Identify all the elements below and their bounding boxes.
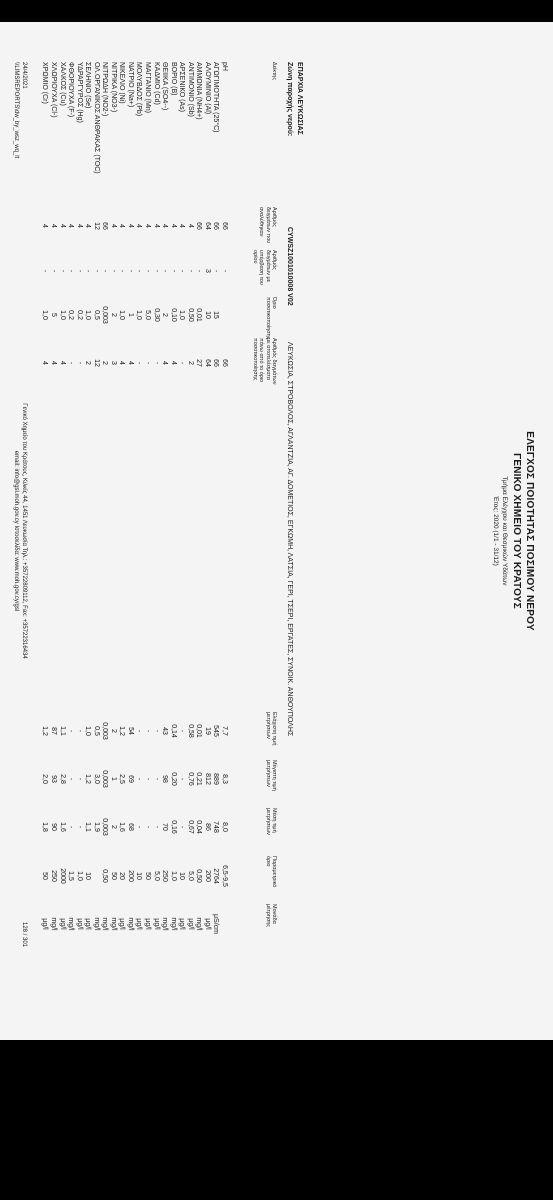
- cell-unit: μg/l: [58, 918, 66, 930]
- cell-samples: 4: [186, 224, 194, 228]
- cell-unit: mg/l: [126, 917, 134, 931]
- cell-unit: μg/l: [186, 918, 194, 930]
- cell-exceed: -: [221, 269, 228, 273]
- cell-min: 0,003: [101, 722, 109, 740]
- rotated-document: [0, 22, 553, 1040]
- cell-above: 4: [50, 361, 57, 365]
- cell-min: 1,2: [118, 726, 126, 736]
- cell-unit: mg/l: [92, 917, 100, 931]
- cell-limit: 50: [144, 872, 152, 880]
- cell-unit: μg/l: [152, 918, 160, 930]
- cell-max: 0,21: [195, 772, 203, 786]
- cell-above: 4: [126, 361, 134, 365]
- parameter-name: ΑΓΩΓΙΜΟΤΗΤΑ (25°C): [212, 62, 220, 133]
- document-title-lab: ΓΕΝΙΚΟ ΧΗΜΕΙΟ ΤΟΥ ΚΡΑΤΟΥΣ: [511, 453, 522, 609]
- cell-limit: 200: [203, 870, 211, 882]
- cell-limit: 200: [126, 870, 134, 882]
- parameter-name: ΚΑΔΜΙΟ (Cd): [152, 62, 160, 105]
- cell-samples: 12: [92, 222, 100, 230]
- cell-above: 4: [161, 361, 169, 365]
- cell-min: 43: [161, 727, 169, 735]
- parameter-name: ΘΕΙΙΚΑ (SO4--): [161, 62, 169, 111]
- cell-max: -: [144, 777, 152, 781]
- cell-samples: 66: [195, 222, 203, 230]
- document-title: ΕΛΕΓΧΟΣ ΠΟΙΟΤΗΤΑΣ ΠΟΣΙΜΟΥ ΝΕΡΟΥ: [524, 431, 535, 631]
- cell-unit: mg/l: [195, 917, 203, 931]
- cell-limit: 10: [178, 872, 186, 880]
- cell-max: 2,5: [118, 774, 126, 784]
- cell-loq: 5: [50, 313, 57, 317]
- cell-min: 0,01: [195, 724, 203, 738]
- cell-min: 1,0: [84, 726, 92, 736]
- cell-min: 0,58: [186, 724, 194, 738]
- header-loq: Όριο ποσοτικοποίησης: [264, 297, 277, 340]
- zone-label: Ζώνη παροχής νερού:: [286, 62, 293, 137]
- cell-max: 889: [212, 773, 220, 785]
- cell-unit: μg/l: [135, 918, 143, 930]
- cell-above: 4: [118, 361, 126, 365]
- cell-above: 2: [101, 361, 109, 365]
- cell-unit: mg/l: [169, 917, 177, 931]
- cell-unit: μg/l: [118, 918, 126, 930]
- cell-loq: 1,0: [41, 310, 49, 320]
- cell-above: -: [135, 361, 143, 365]
- cell-max: -: [67, 777, 75, 781]
- cell-min: 0,14: [169, 724, 177, 738]
- cell-limit: 20: [118, 872, 126, 880]
- cell-avg: 1,1: [84, 822, 92, 832]
- cell-avg: -: [135, 825, 143, 829]
- cell-limit: 10: [84, 872, 92, 880]
- cell-limit: 6,5-9,5: [221, 865, 228, 887]
- cell-avg: 1,8: [41, 822, 49, 832]
- parameter-name: ΧΡΩΜΙΟ (Cr): [41, 62, 49, 104]
- cell-exceed: -: [161, 269, 169, 273]
- cell-loq: 5,0: [144, 310, 152, 320]
- cell-loq: 0,01: [195, 308, 203, 322]
- parameter-name: ΒΟΡΙΟ (B): [169, 62, 177, 96]
- cell-above: 2: [186, 361, 194, 365]
- cell-min: -: [178, 729, 186, 733]
- cell-limit: 1,0: [169, 871, 177, 881]
- cell-exceed: -: [75, 269, 83, 273]
- cell-exceed: -: [126, 269, 134, 273]
- cell-max: 0,003: [101, 770, 109, 788]
- cell-min: 19: [203, 727, 211, 735]
- top-black-bar: [0, 0, 553, 22]
- cell-loq: 10: [203, 311, 211, 319]
- cell-max: -: [178, 777, 186, 781]
- cell-min: 1,2: [41, 726, 49, 736]
- cell-limit: 2000: [58, 868, 66, 884]
- parameter-name: ΥΔΡΑΡΓΥΡΟΣ (Hg): [75, 62, 83, 123]
- cell-unit: mg/l: [67, 917, 75, 931]
- cell-samples: 4: [161, 224, 169, 228]
- cell-limit: 10: [135, 872, 143, 880]
- cell-exceed: -: [58, 269, 66, 273]
- parameter-name: pH: [221, 62, 228, 71]
- cell-avg: -: [152, 825, 160, 829]
- cell-limit: 0,50: [101, 869, 109, 883]
- zone-areas: ΛΕΥΚΩΣΙΑ, ΣΤΡΟΒΟΛΟΣ, ΑΓΛΑΝΤΖΙΑ, ΑΓ. ΔΟΜΕΤΙΟΣ, ΕΓΚΩΜΗ, ΛΑΤΣΙΑ, ΓΕΡΙ, ΤΣΕΡΙ, ΕΡΓΑΤΕΣ, ΣΥΝΟΙΚ. ΑΝΘΟΥΠΟΛΗΣ: [286, 342, 293, 737]
- cell-exceed: -: [178, 269, 186, 273]
- cell-avg: 68: [126, 823, 134, 831]
- cell-above: 12: [92, 359, 100, 367]
- cell-exceed: -: [152, 269, 160, 273]
- cell-avg: 0,16: [169, 820, 177, 834]
- cell-exceed: -: [118, 269, 126, 273]
- parameter-name: ΜΟΛΥΒΔΟΣ (Pb): [135, 62, 143, 117]
- cell-limit: 5,0: [152, 871, 160, 881]
- cell-exceed: -: [109, 269, 117, 273]
- cell-avg: 0,003: [101, 818, 109, 836]
- cell-exceed: -: [186, 269, 194, 273]
- cell-exceed: -: [50, 269, 57, 273]
- parameter-name: ΑΡΣΕΝΙΚΟ (As): [178, 62, 186, 113]
- cell-loq: 0,5: [92, 310, 100, 320]
- cell-loq: 1,0: [118, 310, 126, 320]
- cell-limit: 1,5: [67, 871, 75, 881]
- cell-avg: 2: [109, 825, 117, 829]
- header-max: Μέγιστη τιμή μετρήσεων: [264, 760, 277, 791]
- cell-samples: 4: [144, 224, 152, 228]
- cell-limit: 50: [41, 872, 49, 880]
- cell-loq: 2: [161, 313, 169, 317]
- cell-samples: 4: [109, 224, 117, 228]
- cell-above: -: [144, 361, 152, 365]
- cell-samples: 64: [203, 222, 211, 230]
- cell-max: 1: [109, 777, 117, 781]
- cell-avg: 748: [212, 821, 220, 833]
- cell-samples: 4: [135, 224, 143, 228]
- cell-exceed: -: [135, 269, 143, 273]
- cell-limit: 250: [161, 870, 169, 882]
- parameter-name: ΑΜΜΩΝΙΑ (NH4+): [195, 62, 203, 120]
- cell-avg: 0,67: [186, 820, 194, 834]
- parameter-name: ΟΛ.ΟΡΓΑΝΙΚΟΣ ΑΝΘΡΑΚΑΣ (TOC): [92, 62, 100, 174]
- cell-loq: 0,30: [152, 308, 160, 322]
- parameter-name: ΝΑΤΡΙΟ (Na+): [126, 62, 134, 108]
- cell-samples: 4: [118, 224, 126, 228]
- cell-loq: 1,0: [58, 310, 66, 320]
- cell-limit: 2764: [212, 868, 220, 884]
- cell-avg: -: [178, 825, 186, 829]
- cell-min: 1,1: [58, 726, 66, 736]
- cell-max: 812: [203, 773, 211, 785]
- cell-avg: -: [75, 825, 83, 829]
- header-samples: Αριθμός δειγμάτων που αναλύθηκαν: [258, 207, 277, 244]
- zone-code: CYWSZ1001010008 V02: [286, 227, 293, 306]
- cell-avg: 70: [161, 823, 169, 831]
- cell-above: 2: [84, 361, 92, 365]
- cell-max: 98: [161, 775, 169, 783]
- parameter-name: ΑΝΤΙΜΟΝΙΟ (Sb): [186, 62, 194, 117]
- cell-unit: mg/l: [109, 917, 117, 931]
- cell-loq: 15: [212, 311, 220, 319]
- year-subtitle: Έτος: 2020 (1/1 - 31/12): [492, 496, 499, 566]
- cell-unit: mg/l: [161, 917, 169, 931]
- cell-max: 93: [50, 775, 57, 783]
- cell-exceed: -: [92, 269, 100, 273]
- cell-limit: 50: [109, 872, 117, 880]
- cell-max: -: [152, 777, 160, 781]
- footer-date: 24/4/2021: [21, 62, 27, 89]
- cell-avg: -: [67, 825, 75, 829]
- cell-unit: μg/l: [84, 918, 92, 930]
- footer-page-number: 128 / 301: [21, 922, 27, 948]
- cell-unit: μg/l: [178, 918, 186, 930]
- cell-loq: 2: [109, 313, 117, 317]
- footer-contact: email: info@gsl.moh.gov.cy Ιστοσελίδα: www.moh.gov.cy/gsl: [13, 450, 19, 612]
- parameter-name: ΝΙΚΕΛΙΟ (Ni): [118, 62, 126, 104]
- cell-max: 2,8: [58, 774, 66, 784]
- cell-exceed: -: [101, 269, 109, 273]
- cell-avg: 1,6: [58, 822, 66, 832]
- cell-samples: 66: [212, 222, 220, 230]
- cell-samples: 4: [67, 224, 75, 228]
- cell-min: -: [135, 729, 143, 733]
- parameter-name: ΑΛΟΥΜΙΝΙΟ (Al): [203, 62, 211, 115]
- cell-unit: mg/l: [50, 917, 57, 931]
- cell-min: 87: [50, 727, 57, 735]
- cell-unit: μg/l: [75, 918, 83, 930]
- footer-file-path: \\LIMSREPORTS\dw_by_wsz_wq_lt: [13, 62, 19, 159]
- parameter-name: ΣΕΛΗΝΙΟ (Se): [84, 62, 92, 109]
- cell-min: -: [75, 729, 83, 733]
- cell-max: -: [135, 777, 143, 781]
- cell-exceed: -: [212, 269, 220, 273]
- parameter-name: ΦΘΟΡΙΟΥΧΑ (F-): [67, 62, 75, 118]
- cell-avg: 8,0: [221, 822, 228, 832]
- cell-above: 4: [41, 361, 49, 365]
- cell-loq: 1,0: [178, 310, 186, 320]
- cell-avg: 1,6: [118, 822, 126, 832]
- header-parameter: Δείκτης: [271, 62, 277, 80]
- cell-max: 69: [126, 775, 134, 783]
- parameter-name: ΧΑΛΚΟΣ (Cu): [58, 62, 66, 106]
- cell-above: 3: [109, 361, 117, 365]
- cell-min: 2: [109, 729, 117, 733]
- cell-exceed: 3: [203, 269, 211, 273]
- cell-loq: 1,0: [135, 310, 143, 320]
- cell-unit: mg/l: [101, 917, 109, 931]
- cell-max: 3,0: [92, 774, 100, 784]
- cell-above: 66: [212, 359, 220, 367]
- cell-min: 545: [212, 725, 220, 737]
- cell-samples: 66: [221, 222, 228, 230]
- cell-exceed: -: [169, 269, 177, 273]
- cell-avg: 0,04: [195, 820, 203, 834]
- header-exceed: Αριθμός δειγμάτων με υπέρβαση του ορίου: [252, 250, 277, 285]
- cell-loq: 0,50: [186, 308, 194, 322]
- cell-avg: 86: [203, 823, 211, 831]
- department-subtitle: Τμήμα Ελέγχου και Θεσμικών Υδάτων: [501, 476, 508, 586]
- cell-exceed: -: [41, 269, 49, 273]
- cell-samples: 4: [50, 224, 57, 228]
- cell-above: -: [67, 361, 75, 365]
- cell-max: 0,20: [169, 772, 177, 786]
- cell-samples: 4: [169, 224, 177, 228]
- bottom-black-bar: [0, 1040, 553, 1200]
- cell-samples: 4: [41, 224, 49, 228]
- cell-limit: 5,0: [186, 871, 194, 881]
- cell-max: -: [75, 777, 83, 781]
- cell-min: 54: [126, 727, 134, 735]
- header-param-limit: Παραμετρικό όριο: [264, 856, 277, 888]
- cell-max: 2,0: [41, 774, 49, 784]
- cell-limit: 250: [50, 870, 57, 882]
- cell-exceed: -: [67, 269, 75, 273]
- header-avg: Μέση τιμή μετρήσεων: [264, 808, 277, 835]
- cell-max: 1,2: [84, 774, 92, 784]
- cell-avg: 90: [50, 823, 57, 831]
- cell-min: -: [67, 729, 75, 733]
- cell-max: 0,76: [186, 772, 194, 786]
- cell-loq: 0,10: [169, 308, 177, 322]
- cell-samples: 4: [58, 224, 66, 228]
- cell-samples: 4: [75, 224, 83, 228]
- cell-samples: 4: [126, 224, 134, 228]
- cell-exceed: -: [84, 269, 92, 273]
- header-min: Ελάχιστη τιμή μετρήσεων: [264, 712, 277, 746]
- cell-avg: 1,9: [92, 822, 100, 832]
- cell-loq: 0,2: [67, 310, 75, 320]
- header-above-loq: Αριθμός δειγμάτων με αποτελέσματα πάνω από το όριο ποσοτικοποίησης: [252, 338, 277, 385]
- cell-min: -: [144, 729, 152, 733]
- cell-above: -: [75, 361, 83, 365]
- cell-exceed: -: [195, 269, 203, 273]
- cell-unit: μg/l: [41, 918, 49, 930]
- cell-avg: -: [144, 825, 152, 829]
- cell-exceed: -: [144, 269, 152, 273]
- cell-limit: 0,50: [195, 869, 203, 883]
- cell-above: -: [178, 361, 186, 365]
- cell-loq: 0,003: [101, 306, 109, 324]
- cell-unit: μg/l: [203, 918, 211, 930]
- cell-unit: μg/l: [144, 918, 152, 930]
- cell-min: 7,7: [221, 726, 228, 736]
- cell-loq: 1,0: [84, 310, 92, 320]
- cell-unit: μS/cm: [212, 914, 220, 934]
- parameter-name: ΝΙΤΡΩΔΗ (NO2-): [101, 62, 109, 117]
- cell-min: -: [152, 729, 160, 733]
- cell-min: 0,5: [92, 726, 100, 736]
- cell-above: 66: [221, 359, 228, 367]
- cell-limit: 1,0: [75, 871, 83, 881]
- header-unit: Μονάδα μέτρησης: [264, 904, 277, 928]
- cell-samples: 66: [101, 222, 109, 230]
- cell-loq: 0,2: [75, 310, 83, 320]
- parameter-name: ΜΑΓΓΑΝΙΟ (Mn): [144, 62, 152, 114]
- parameter-name: ΝΙΤΡΙΚΑ (NO3-): [109, 62, 117, 113]
- cell-samples: 4: [84, 224, 92, 228]
- cell-samples: 4: [178, 224, 186, 228]
- cell-above: -: [152, 361, 160, 365]
- parameter-name: ΧΛΩΡΙΟΥΧΑ (Cl-): [50, 62, 57, 118]
- cell-above: 4: [58, 361, 66, 365]
- cell-above: 64: [203, 359, 211, 367]
- cell-samples: 4: [152, 224, 160, 228]
- footer-address: Γενικό Χημείο του Κράτους, Κιλκίς 44, 1451 Λευκωσία Τηλ.: +35722809112, Fax: +35722316434: [21, 403, 27, 659]
- cell-above: 4: [169, 361, 177, 365]
- cell-max: 8,3: [221, 774, 228, 784]
- region-label: ΕΠΑΡΧΙΑ ΛΕΥΚΩΣΙΑΣ: [296, 62, 303, 135]
- cell-above: 27: [195, 359, 203, 367]
- cell-loq: 1: [126, 313, 134, 317]
